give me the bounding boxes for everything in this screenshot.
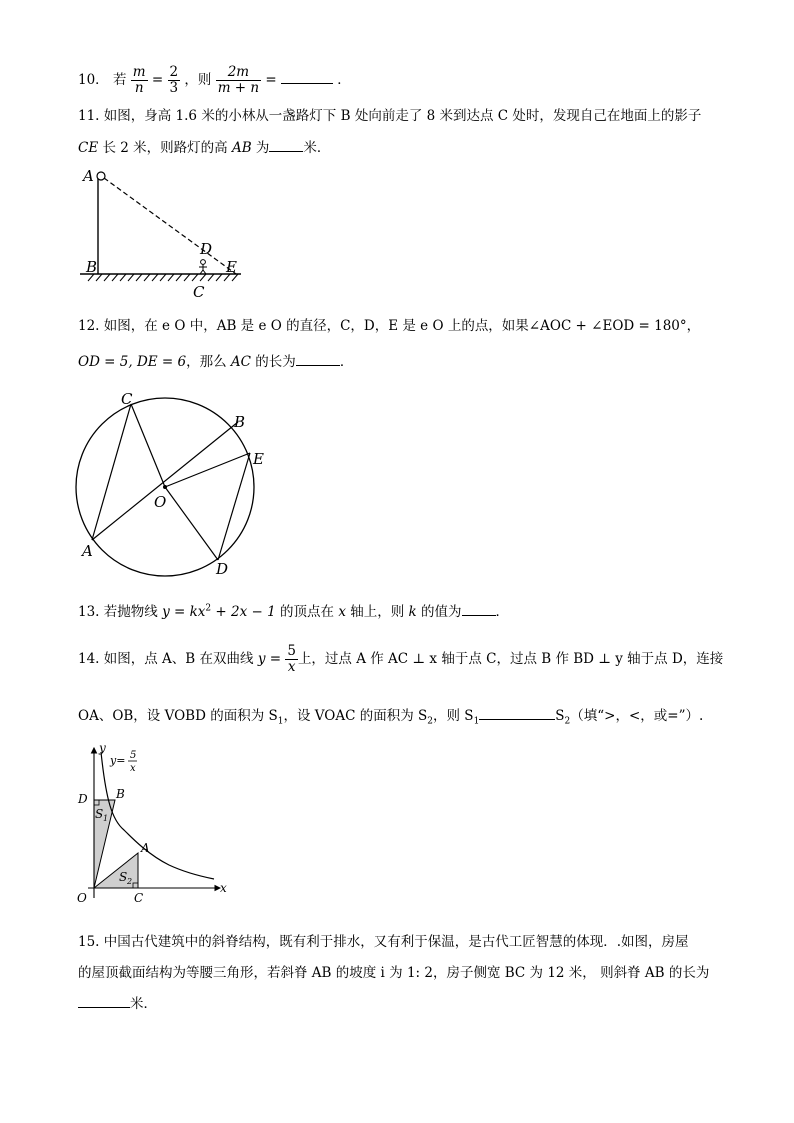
label-D: D [216,560,229,578]
label-B: B [86,258,98,276]
label-S1-sub: 1 [103,814,109,823]
q15-line3: 米． [78,992,157,1012]
label-O: O [154,493,167,511]
q14-line2: OA、OB，设 VOBD 的面积为 $S_1$，设 VOAC 的面积为 $S_2$，则 $S_1$ $S_2$（填“>，<，或=”）. [78,708,704,727]
label-C: C [134,891,144,905]
hyperbola-curve [101,752,214,879]
label-B: B [234,413,246,431]
label-x: x [220,881,227,895]
label-S2: S [119,870,128,884]
q15-answer-blank[interactable] [78,995,130,1008]
label-O: O [77,891,87,905]
q10-answer-blank[interactable] [281,71,333,84]
segment-OD [165,487,218,560]
q11-line1: 11. 如图，身高 1.6 米的小林从一盏路灯下 B 处向前走了 8 米到达点 C 处时，发现自己在地面上的影子 [78,108,702,124]
q10-frac-2-3: $\frac{2}{3}$ [169,64,179,96]
q10-frac-m-n: $\frac{m}{n}$ [132,64,146,96]
q10-number: 10． [78,72,109,88]
label-A: A [141,841,150,855]
q12-figure [70,384,270,576]
light-ray [104,178,236,274]
q12-line1: 12. 如图，在 e O 中，AB 是 e O 的直径，C，D，E 是 e O 上的点，如果∠AOC + ∠EOD = 180°， [78,318,701,334]
curve-label-5: 5 [130,750,137,761]
q10-text: 若 [112,72,127,88]
q10-line: 10． 若 $\frac{m}{n}$ = $\frac{2}{3}$ ，则 $\frac{2m}{m + n}$ = ． [78,64,351,96]
label-D: D [78,792,88,806]
ground-hatching [88,274,238,281]
label-D: D [200,240,213,258]
curve-label-y: y= [110,754,126,767]
lamp-icon [97,172,105,180]
q11-answer-blank[interactable] [269,139,303,152]
q12-answer-blank[interactable] [296,353,340,366]
person-icon [199,260,207,274]
q10-frac-2m: $\frac{2m}{m + n}$ [217,64,260,96]
q14-figure [74,740,234,910]
label-B: B [116,787,125,801]
label-A: A [82,542,93,560]
center-point [163,485,167,489]
q14-answer-blank[interactable] [479,707,555,720]
label-E: E [253,450,264,468]
segment-AB [92,422,238,540]
label-A: A [83,167,94,185]
q13-answer-blank[interactable] [462,603,496,616]
q12-line2: OD = 5, DE = 6，那么 AC 的长为 ． [78,354,354,370]
q11-line2: CE 长 2 米，则路灯的高 AB 为 米． [78,140,331,156]
label-C: C [193,283,205,301]
q14-frac-5-x: $\frac{5}{x}$ [287,643,296,675]
q15-line1: 15. 中国古代建筑中的斜脊结构，既有利于排水，又有利于保温，是古代工匠智慧的体现．.如图，房屋 [78,934,689,950]
label-C: C [121,390,133,408]
label-y: y [99,741,106,755]
label-E: E [226,258,237,276]
q13-line: 13. 若抛物线 $y = kx^2 + 2x - 1$ 的顶点在 x 轴上，则 k 的值为 ． [78,603,510,620]
segment-CO [131,404,165,487]
curve-label-x: x [130,763,136,774]
q11-figure [76,166,246,301]
q15-line2: 的屋顶截面结构为等腰三角形，若斜脊 AB 的坡度 i 为 1: 2，房子侧宽 BC 为 12 米， 则斜脊 AB 的长为 [78,965,710,981]
label-S1: S [95,807,104,821]
segment-CA [92,404,131,540]
q14-line1: 14. 如图，点 A、B 在双曲线 y = $\frac{5}{x}$ 上，过点 A 作 AC ⊥ x 轴于点 C，过点 B 作 BD ⊥ y 轴于点 D，连接 [78,643,724,675]
label-S2-sub: 2 [127,877,133,886]
